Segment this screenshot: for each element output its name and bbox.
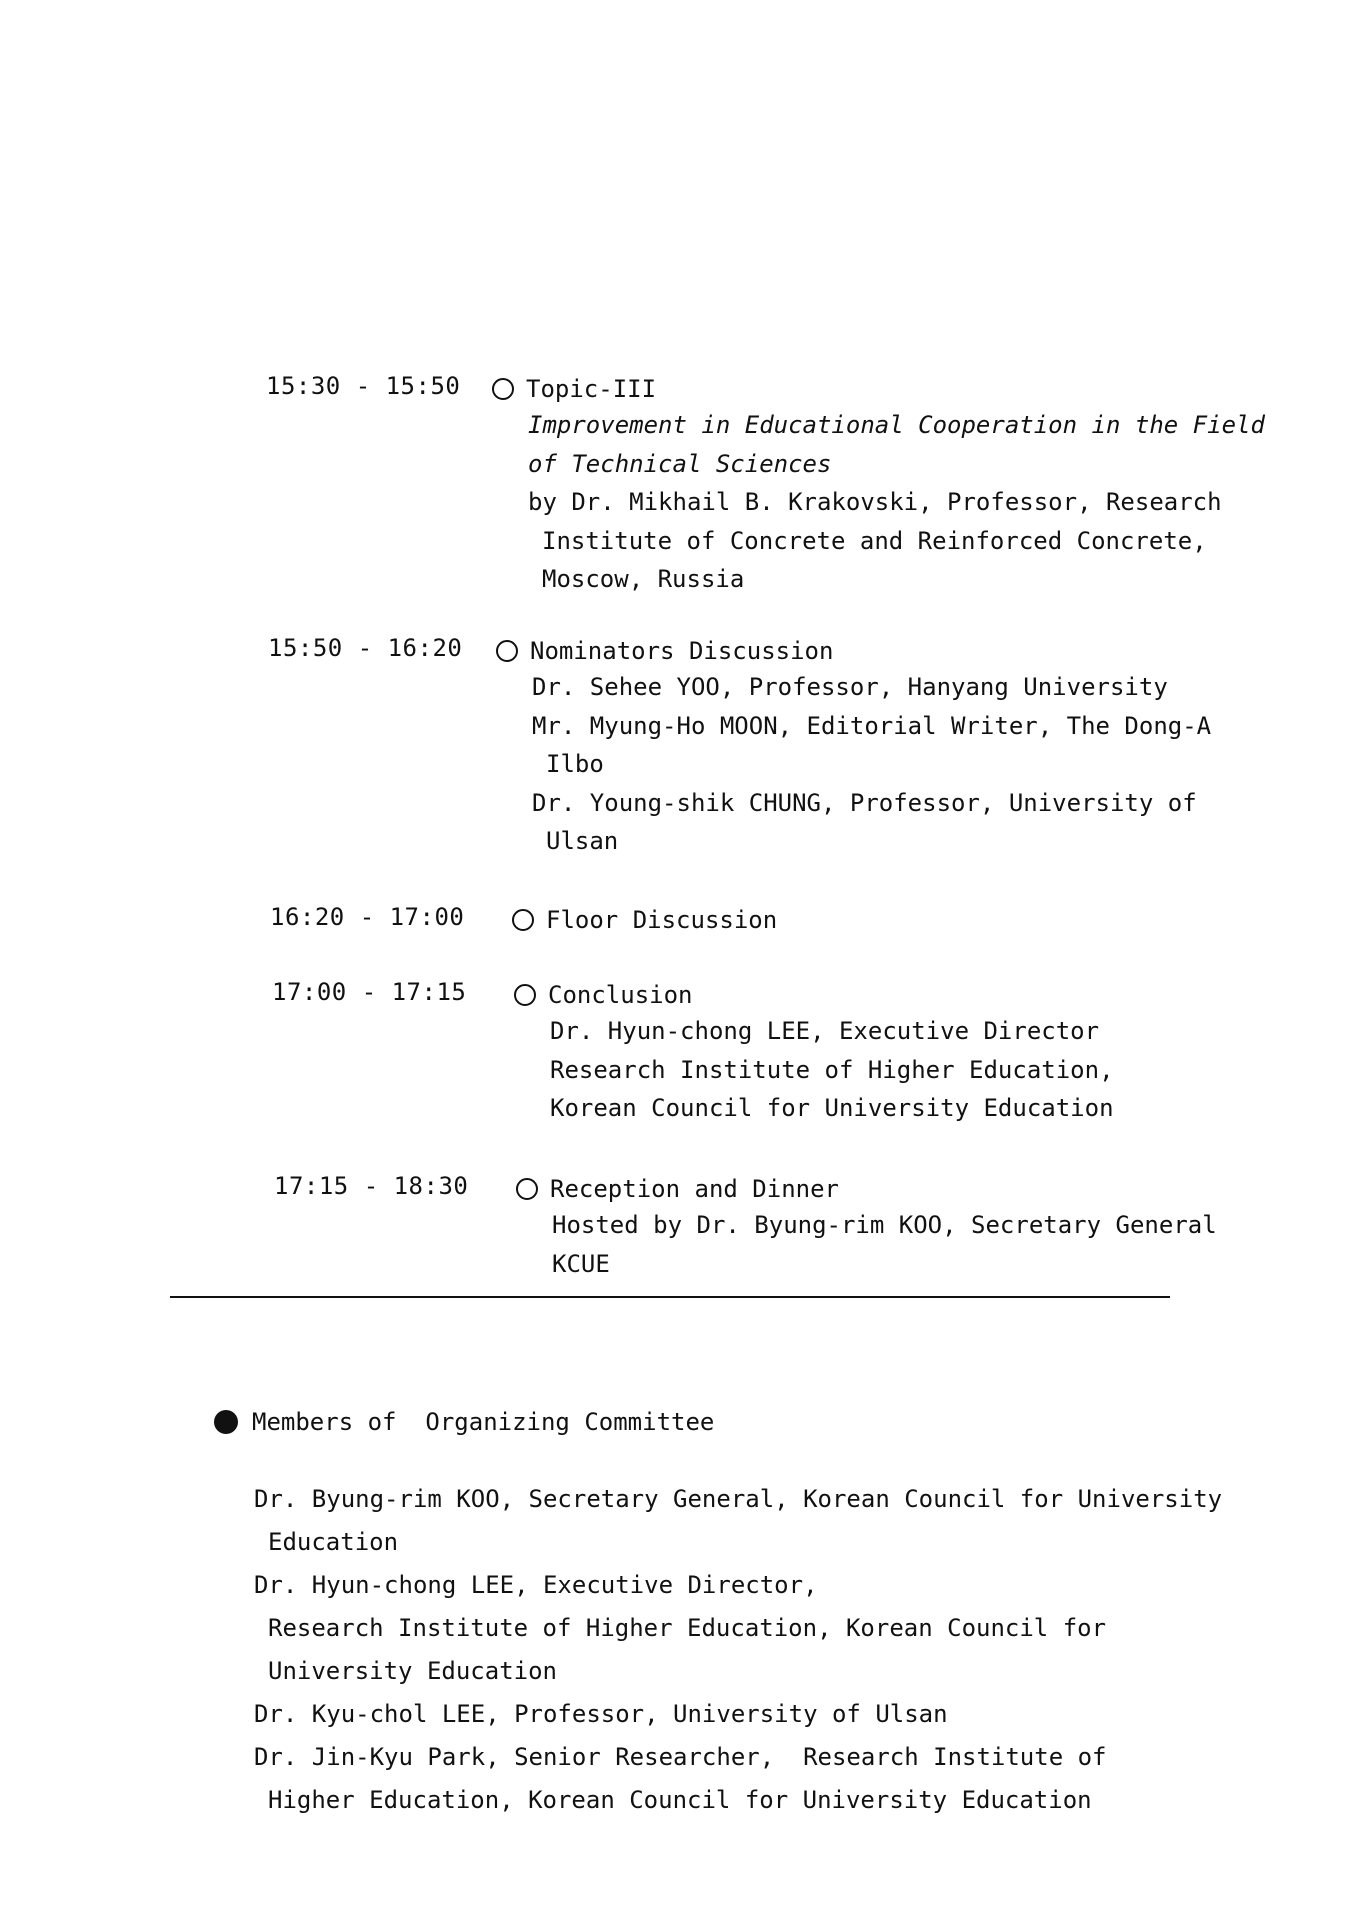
committee-members (254, 1478, 1223, 1822)
committee-section (214, 1404, 1223, 1814)
hollow-circle-icon (516, 1178, 538, 1200)
committee-title: Members of Organizing Committee (252, 1408, 715, 1436)
member-line: Research Institute of Higher Education, Korean Council for (268, 1614, 1107, 1642)
hollow-circle-icon (492, 378, 514, 400)
member-line: Education (268, 1528, 399, 1556)
speaker-line: KCUE (552, 1249, 610, 1278)
session-entry (514, 978, 1274, 1128)
member-line: Dr. Hyun-chong LEE, Executive Director, (254, 1571, 818, 1599)
member-line: Dr. Byung-rim KOO, Secretary General, Korean Council for University (254, 1485, 1223, 1513)
hollow-circle-icon (512, 909, 534, 931)
filled-circle-bullet-icon (214, 1410, 238, 1434)
speaker-line: Dr. Sehee YOO, Professor, Hanyang University (532, 673, 1168, 701)
session-entry (496, 634, 1256, 861)
session-time: 16:20 - 17:00 (270, 903, 465, 931)
speaker-line: by Dr. Mikhail B. Krakovski, Professor, Research (528, 488, 1222, 516)
session-heading (514, 978, 1274, 1012)
member-line: Dr. Jin-Kyu Park, Senior Researcher, Research Institute of (254, 1743, 1107, 1771)
session-time: 17:00 - 17:15 (272, 978, 467, 1006)
session-time: 17:15 - 18:30 (274, 1172, 469, 1200)
speaker-line: Ulsan (546, 827, 619, 855)
speaker-line: Research Institute of Higher Education, (550, 1055, 1114, 1084)
session-time: 15:30 - 15:50 (266, 372, 461, 400)
speaker-line: Dr. Young-shik CHUNG, Professor, University of (532, 788, 1197, 817)
session-heading-text: Floor Discussion (546, 906, 778, 934)
speaker-line: Institute of Concrete and Reinforced Concrete, (542, 526, 1207, 555)
session-heading (496, 634, 1256, 668)
session-heading-text: Conclusion (548, 981, 693, 1009)
session-heading-text: Topic-III (526, 375, 657, 403)
session-details (516, 1206, 1276, 1283)
speaker-line: Moscow, Russia (542, 565, 745, 593)
hollow-circle-icon (514, 984, 536, 1006)
session-heading-text: Nominators Discussion (530, 637, 834, 665)
member-line: University Education (268, 1657, 557, 1685)
hollow-circle-icon (496, 640, 518, 662)
topic-title-line: of Technical Sciences (528, 449, 832, 478)
member-line: Dr. Kyu-chol LEE, Professor, University of Ulsan (254, 1700, 948, 1728)
committee-heading (214, 1404, 1214, 1440)
session-entry (516, 1172, 1276, 1283)
speaker-line: Korean Council for University Education (550, 1094, 1114, 1122)
session-entry (492, 372, 1265, 599)
section-divider (170, 1296, 1170, 1298)
speaker-line: Hosted by Dr. Byung-rim KOO, Secretary General (552, 1211, 1217, 1239)
speaker-line: Mr. Myung-Ho MOON, Editorial Writer, The Dong-A (532, 711, 1212, 740)
speaker-line: Ilbo (546, 750, 604, 778)
session-heading-text: Reception and Dinner (550, 1175, 839, 1203)
session-details (492, 406, 1265, 599)
member-line: Higher Education, Korean Council for University Education (268, 1786, 1092, 1814)
session-details (514, 1012, 1274, 1128)
session-details (496, 668, 1256, 861)
speaker-line: Dr. Hyun-chong LEE, Executive Director (550, 1017, 1100, 1045)
session-entry (512, 903, 1272, 937)
topic-title-line: Improvement in Educational Cooperation in the Field (528, 411, 1265, 439)
session-heading (492, 372, 1252, 406)
session-time: 15:50 - 16:20 (268, 634, 463, 662)
session-heading (516, 1172, 1276, 1206)
session-heading (512, 903, 1272, 937)
